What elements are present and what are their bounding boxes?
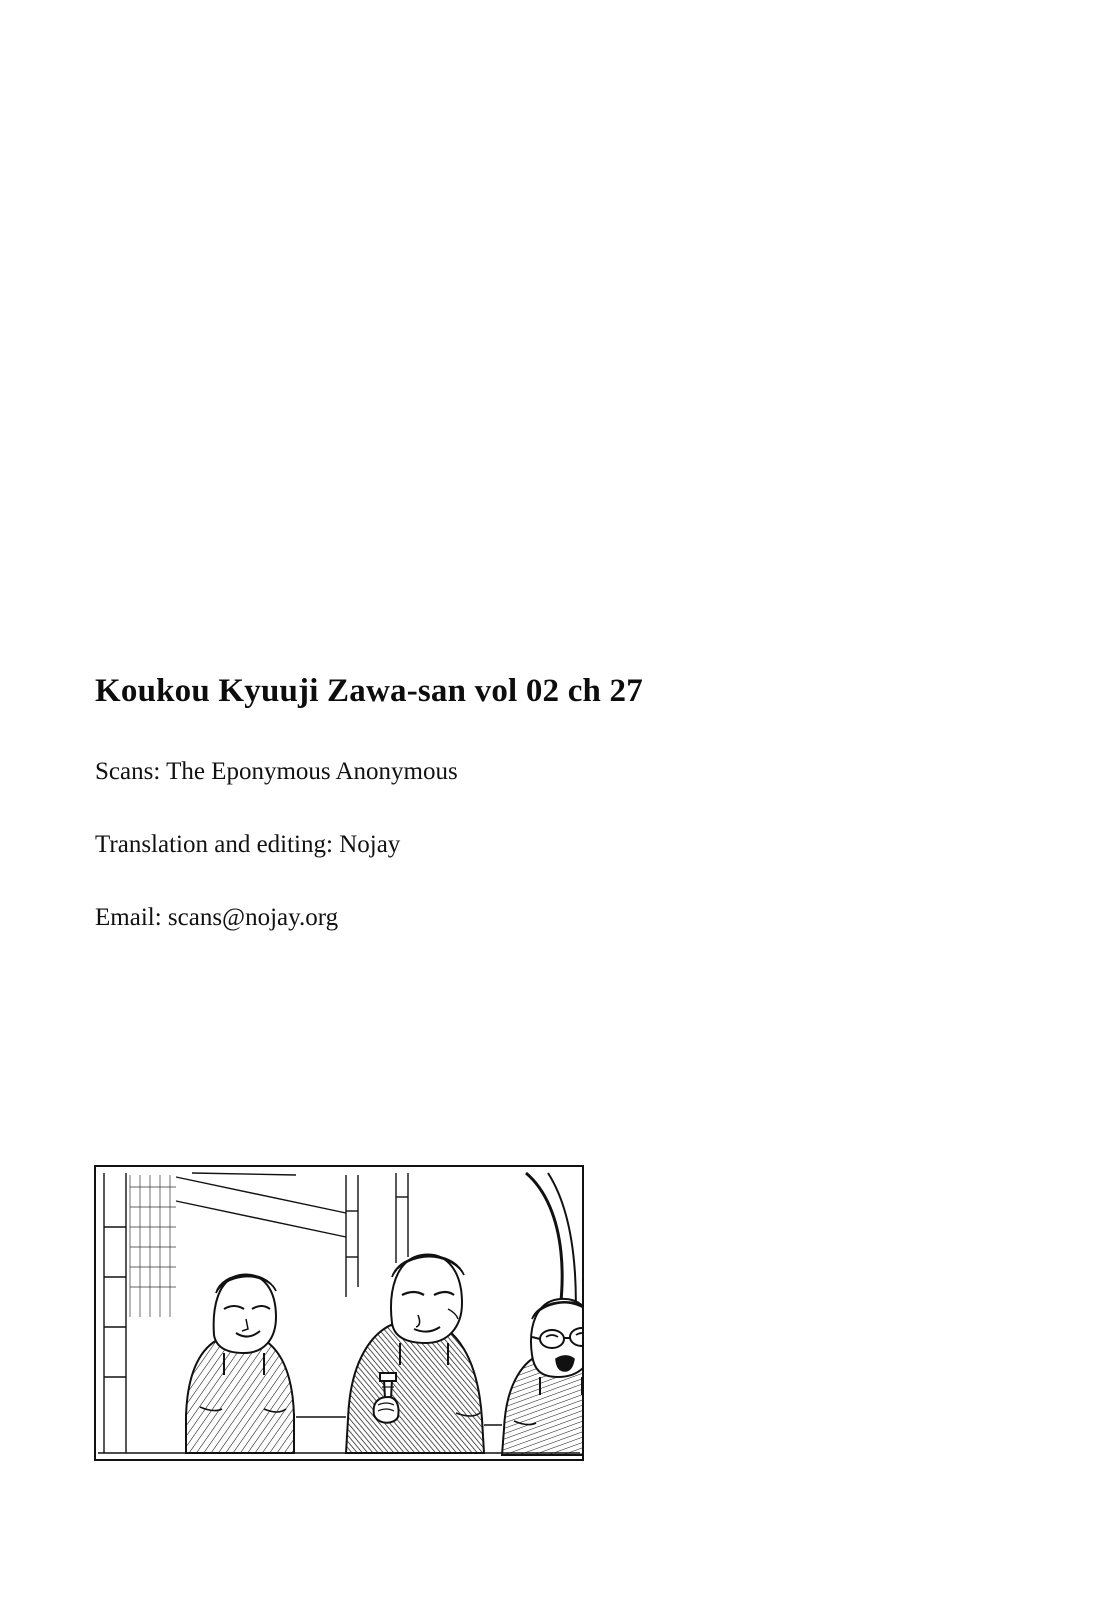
credit-line-translation: Translation and editing: Nojay <box>95 830 401 858</box>
credit-line-scans: Scans: The Eponymous Anonymous <box>95 757 458 785</box>
credit-line-email: Email: scans@nojay.org <box>95 904 339 932</box>
credits-block <box>95 672 915 933</box>
manga-panel-svg <box>96 1167 582 1459</box>
manga-panel-illustration <box>94 1165 584 1461</box>
page-title: Koukou Kyuuji Zawa-san vol 02 ch 27 <box>95 673 643 709</box>
